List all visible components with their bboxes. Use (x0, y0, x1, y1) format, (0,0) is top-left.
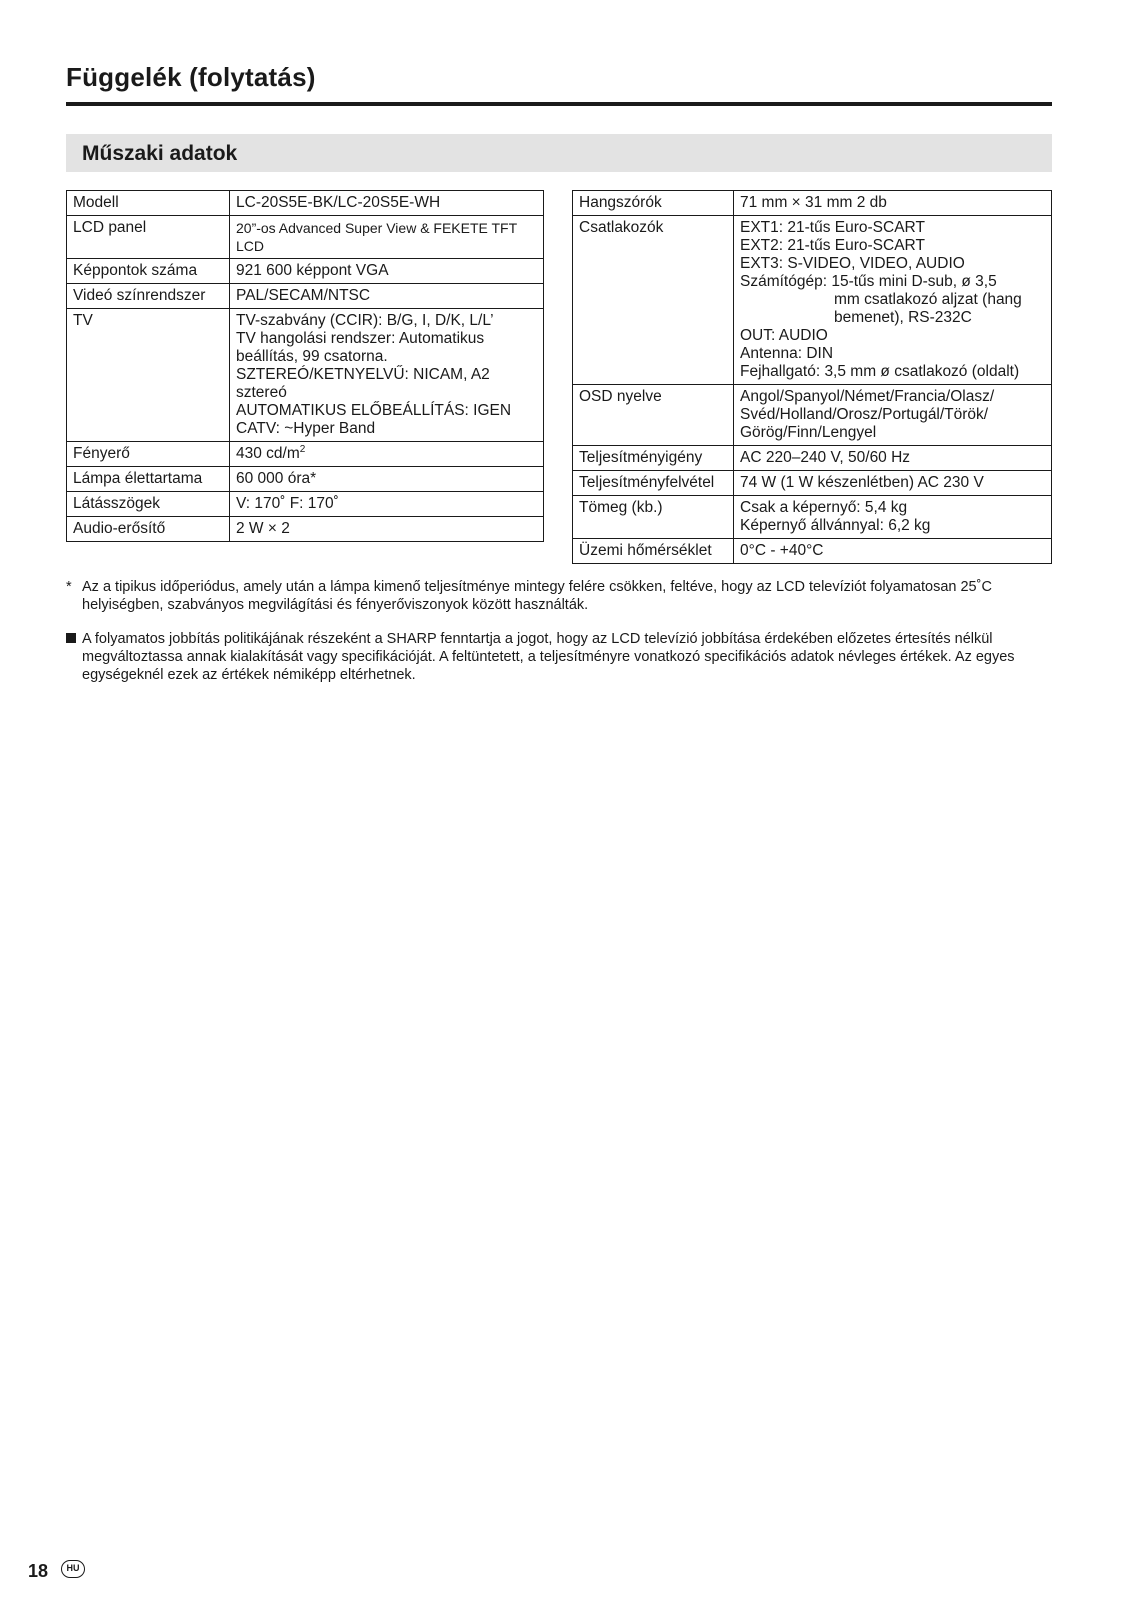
spec-label: OSD nyelve (573, 385, 734, 446)
table-row (67, 259, 544, 284)
spec-table-right (572, 190, 1052, 564)
spec-value: Csak a képernyő: 5,4 kg Képernyő állvánnyal: 6,2 kg (734, 496, 1052, 539)
spec-value: TV-szabvány (CCIR): B/G, I, D/K, L/L’ TV hangolási rendszer: Automatikus beállítás, 99 csatorna. SZTEREÓ/KETNYELVŰ: NICAM, A2 sztereó AUTOMATIKUS ELŐBEÁLLÍTÁS: IGEN CATV: ~Hyper Band (230, 309, 544, 442)
section-title: Műszaki adatok (82, 142, 238, 165)
spec-label: TV (67, 309, 230, 442)
table-row (573, 496, 1052, 539)
spec-table-left (66, 190, 544, 542)
spec-value: 2 W × 2 (230, 517, 544, 542)
table-row (67, 517, 544, 542)
table-row (573, 216, 1052, 385)
footnote-disclaimer (66, 630, 1056, 684)
table-row (573, 385, 1052, 446)
spec-value: 921 600 képpont VGA (230, 259, 544, 284)
footnote-text: Az a tipikus időperiódus, amely után a lámpa kimenő teljesítménye mintegy felére csökken, feltéve, hogy az LCD televíziót folyamatosan 25˚C helyiségben, szabványos megvilágítási és fényerőviszonyok között használták. (82, 579, 992, 613)
table-row (573, 539, 1052, 564)
spec-value: 0°C - +40°C (734, 539, 1052, 564)
language-badge: HU (61, 1560, 85, 1578)
spec-label: Audio-erősítő (67, 517, 230, 542)
spec-label: Fényerő (67, 442, 230, 467)
spec-value: EXT1: 21-tűs Euro-SCART EXT2: 21-tűs Euro-SCART EXT3: S-VIDEO, VIDEO, AUDIO Számítógép: 15-tűs mini D-sub, ø 3,5 mm csatlakozó aljzat (hang bemenet), RS-232C OUT: AUDIO Antenna: DIN Fejhallgató: 3,5 mm ø csatlakozó (oldalt) (734, 216, 1052, 385)
spec-label: Csatlakozók (573, 216, 734, 385)
table-row (67, 191, 544, 216)
spec-label: Tömeg (kb.) (573, 496, 734, 539)
table-row (573, 471, 1052, 496)
spec-label: Videó színrendszer (67, 284, 230, 309)
spec-value: 20”-os Advanced Super View & FEKETE TFT LCD (230, 216, 544, 259)
table-row (67, 442, 544, 467)
spec-label: Látásszögek (67, 492, 230, 517)
spec-label: Modell (67, 191, 230, 216)
spec-label: Képpontok száma (67, 259, 230, 284)
spec-value: 60 000 óra* (230, 467, 544, 492)
table-row (67, 467, 544, 492)
table-row (67, 492, 544, 517)
disclaimer-text: A folyamatos jobbítás politikájának részeként a SHARP fenntartja a jogot, hogy az LCD televízió jobbítása érdekében előzetes értesítés nélkül megváltoztassa annak kialakítását vagy specifikációját. A feltüntetett, a teljesítményre vonatkozó specifikációs adatok névleges értékek. Az egyes egységeknél ezek az értékek némiképp eltérhetnek. (82, 631, 1015, 683)
table-row (573, 191, 1052, 216)
spec-value: 74 W (1 W készenlétben) AC 230 V (734, 471, 1052, 496)
spec-label: Lámpa élettartama (67, 467, 230, 492)
spec-label: Üzemi hőmérséklet (573, 539, 734, 564)
spec-label: Teljesítményigény (573, 446, 734, 471)
asterisk-mark: * (66, 579, 72, 595)
spec-value: 430 $cd/m^2$ (230, 442, 544, 467)
spec-label: Hangszórók (573, 191, 734, 216)
table-row (67, 309, 544, 442)
spec-value: LC-20S5E-BK/LC-20S5E-WH (230, 191, 544, 216)
table-row (573, 446, 1052, 471)
spec-value: V: 170˚ F: 170˚ (230, 492, 544, 517)
page-title: Függelék (folytatás) (66, 62, 316, 92)
footnote-asterisk (66, 578, 1056, 614)
section-header-bar (66, 134, 1052, 172)
title-rule (66, 102, 1052, 106)
table-row (67, 216, 544, 259)
page-number: 18 (28, 1561, 49, 1581)
spec-label: Teljesítményfelvétel (573, 471, 734, 496)
spec-value: Angol/Spanyol/Német/Francia/Olasz/ Svéd/Holland/Orosz/Portugál/Török/ Görög/Finn/Lengyel (734, 385, 1052, 446)
spec-label: LCD panel (67, 216, 230, 259)
square-bullet-icon (66, 630, 76, 648)
spec-value: AC 220–240 V, 50/60 Hz (734, 446, 1052, 471)
spec-value: 71 mm × 31 mm 2 db (734, 191, 1052, 216)
table-row (67, 284, 544, 309)
spec-value: PAL/SECAM/NTSC (230, 284, 544, 309)
